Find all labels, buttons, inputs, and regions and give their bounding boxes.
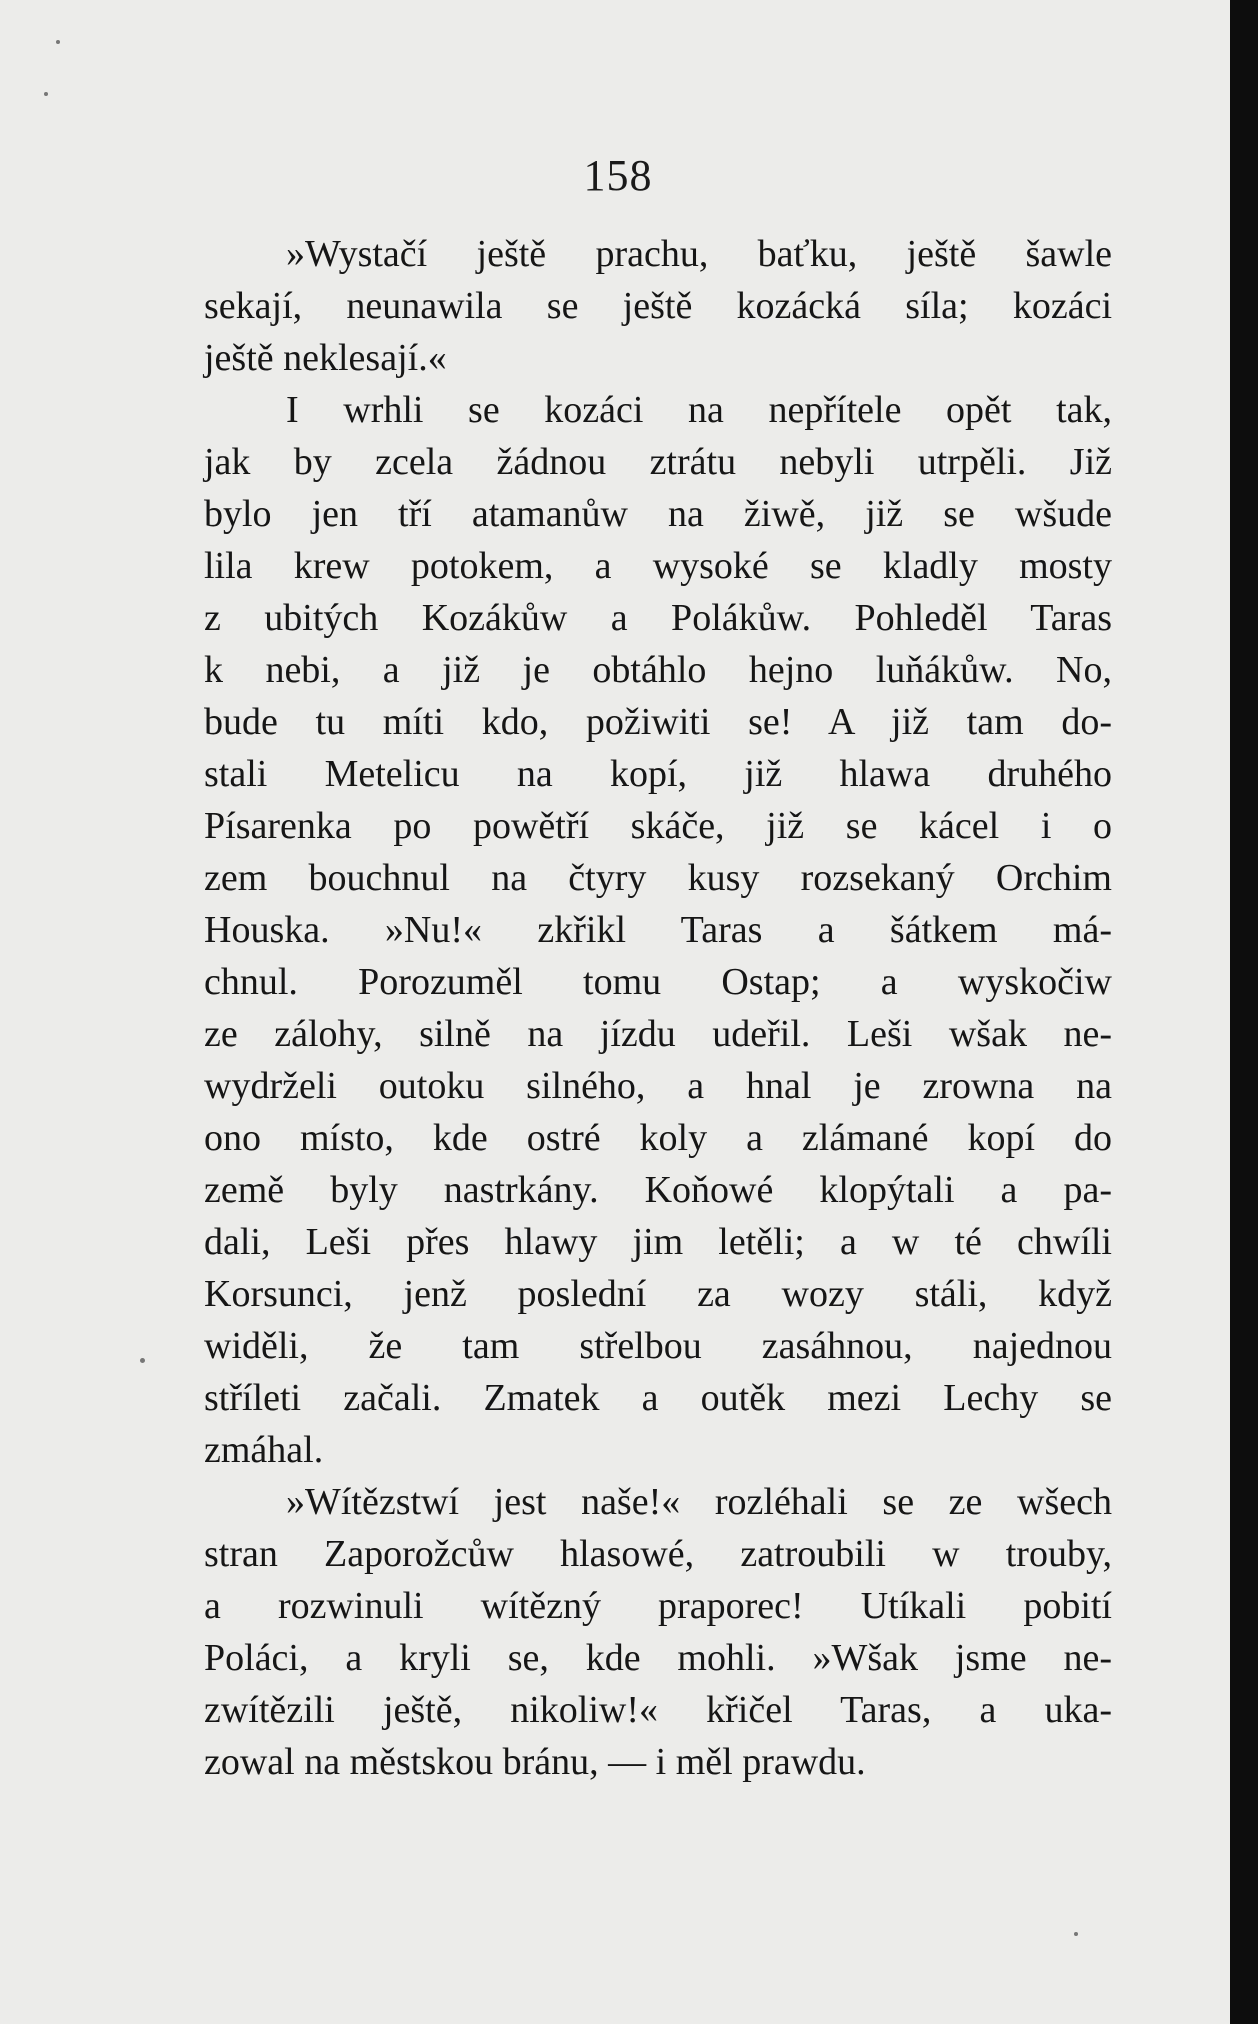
book-spine-edge <box>1230 0 1258 2024</box>
text-line: »Wystačí ještě prachu, baťku, ještě šawle <box>286 233 1112 275</box>
paragraph <box>204 384 1112 1476</box>
paper-speck <box>140 1358 145 1363</box>
text-line: I wrhli se kozáci na nepřítele opět tak, <box>286 389 1112 431</box>
paragraph <box>204 228 1112 384</box>
text-line: dali, Leši přes hlawy jim letěli; a w té chwíli <box>204 1221 1112 1263</box>
text-line: Poláci, a kryli se, kde mohli. »Wšak jsme ne- <box>204 1637 1112 1679</box>
text-line: ono místo, kde ostré koly a zlámané kopí do <box>204 1117 1112 1159</box>
text-line: widěli, že tam střelbou zasáhnou, najednou <box>204 1325 1112 1367</box>
text-line: jak by zcela žádnou ztrátu nebyli utrpěli. Již <box>204 441 1112 483</box>
paper-speck <box>44 92 48 96</box>
text-line: Houska. »Nu!« zkřikl Taras a šátkem má- <box>204 909 1112 951</box>
text-line: chnul. Porozuměl tomu Ostap; a wyskočiw <box>204 961 1112 1003</box>
text-line: sekají, neunawila se ještě kozácká síla; kozáci <box>204 285 1112 327</box>
text-line: »Wítězstwí jest naše!« rozléhali se ze wšech <box>286 1481 1112 1523</box>
text-line: stran Zaporožcůw hlasowé, zatroubili w trouby, <box>204 1533 1112 1575</box>
text-line: Korsunci, jenž poslední za wozy stáli, když <box>204 1273 1112 1315</box>
text-line: a rozwinuli wítězný praporec! Utíkali pobití <box>204 1585 1112 1627</box>
text-line: lila krew potokem, a wysoké se kladly mosty <box>204 545 1112 587</box>
text-line: bylo jen tří atamanůw na žiwě, již se wšude <box>204 493 1112 535</box>
text-line: Písarenka po powětří skáče, již se kácel i o <box>204 805 1112 847</box>
text-line: ještě neklesají.« <box>204 337 447 379</box>
text-line: stříleti začali. Zmatek a outěk mezi Lechy se <box>204 1377 1112 1419</box>
text-line: bude tu míti kdo, požiwiti se! A již tam do- <box>204 701 1112 743</box>
text-line: k nebi, a již je obtáhlo hejno luňákůw. No, <box>204 649 1112 691</box>
body-text <box>204 228 1112 1788</box>
text-line: zem bouchnul na čtyry kusy rozsekaný Orchim <box>204 857 1112 899</box>
text-line: z ubitých Kozákůw a Polákůw. Pohleděl Taras <box>204 597 1112 639</box>
paper-speck <box>56 40 60 44</box>
text-line: wydrželi outoku silného, a hnal je zrowna na <box>204 1065 1112 1107</box>
text-line: stali Metelicu na kopí, již hlawa druhého <box>204 753 1112 795</box>
paragraph <box>204 1476 1112 1788</box>
text-line: zowal na městskou bránu, — i měl prawdu. <box>204 1741 866 1783</box>
text-line: zmáhal. <box>204 1429 324 1471</box>
page-number: 158 <box>583 151 653 200</box>
text-line: země byly nastrkány. Koňowé klopýtali a pa- <box>204 1169 1112 1211</box>
text-line: ze zálohy, silně na jízdu udeřil. Leši wšak ne- <box>204 1013 1112 1055</box>
paper-speck <box>1074 1932 1078 1936</box>
text-line: zwítězili ještě, nikoliw!« křičel Taras, a uka- <box>204 1689 1112 1731</box>
